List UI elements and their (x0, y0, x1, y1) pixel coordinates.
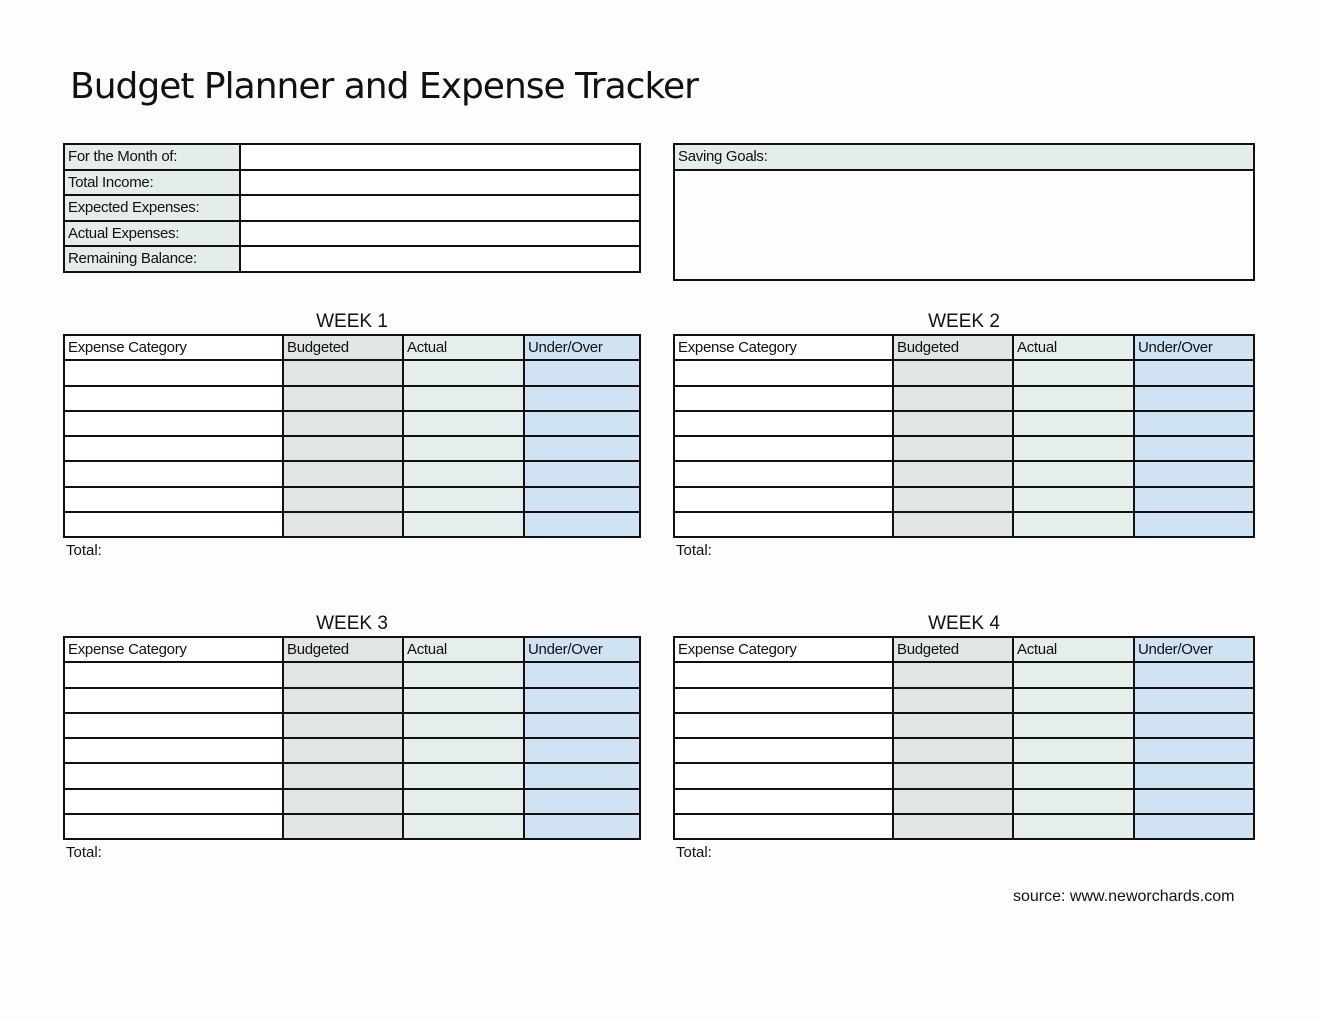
expense-category-cell[interactable] (64, 360, 283, 385)
budgeted-cell[interactable] (893, 662, 1013, 687)
total-label: Total: (66, 844, 102, 862)
under-over-cell[interactable] (524, 688, 640, 713)
table-row (64, 512, 640, 537)
budgeted-cell[interactable] (283, 814, 403, 839)
month-field[interactable] (240, 144, 640, 170)
header-under-over: Under/Over (1134, 335, 1254, 360)
under-over-cell[interactable] (1134, 789, 1254, 814)
actual-cell[interactable] (1013, 512, 1134, 537)
total-income-field[interactable] (240, 170, 640, 196)
header-budgeted: Budgeted (283, 637, 403, 662)
expense-category-cell[interactable] (64, 738, 283, 763)
budgeted-cell[interactable] (283, 411, 403, 436)
table-row (64, 738, 640, 763)
table-row (674, 436, 1254, 461)
remaining-balance-label: Remaining Balance: (64, 246, 240, 272)
budgeted-cell[interactable] (283, 461, 403, 486)
expense-category-cell[interactable] (64, 688, 283, 713)
under-over-cell[interactable] (524, 662, 640, 687)
under-over-cell[interactable] (524, 713, 640, 738)
week-2-table (673, 310, 1255, 559)
expense-category-cell[interactable] (674, 789, 893, 814)
expense-category-cell[interactable] (674, 662, 893, 687)
actual-cell[interactable] (1013, 814, 1134, 839)
budgeted-cell[interactable] (283, 713, 403, 738)
expense-category-cell[interactable] (64, 662, 283, 687)
table-row (64, 461, 640, 486)
under-over-cell[interactable] (524, 763, 640, 788)
header-expense-category: Expense Category (674, 335, 893, 360)
expense-category-cell[interactable] (64, 487, 283, 512)
budgeted-cell[interactable] (893, 411, 1013, 436)
table-row (64, 763, 640, 788)
week-title-text: WEEK 4 (928, 613, 1000, 634)
actual-cell[interactable] (403, 512, 524, 537)
budgeted-cell[interactable] (283, 738, 403, 763)
week-title (63, 310, 641, 334)
expense-category-cell[interactable] (674, 487, 893, 512)
table-row (64, 688, 640, 713)
week-1-table (63, 310, 641, 559)
table-row (64, 487, 640, 512)
under-over-cell[interactable] (1134, 738, 1254, 763)
table-row (64, 662, 640, 687)
expense-category-cell[interactable] (64, 713, 283, 738)
expense-category-cell[interactable] (674, 360, 893, 385)
actual-cell[interactable] (1013, 763, 1134, 788)
table-row (674, 461, 1254, 486)
week-title-text: WEEK 3 (316, 613, 388, 634)
actual-cell[interactable] (403, 763, 524, 788)
header-expense-category: Expense Category (674, 637, 893, 662)
budgeted-cell[interactable] (893, 763, 1013, 788)
header-under-over: Under/Over (1134, 637, 1254, 662)
under-over-cell[interactable] (1134, 713, 1254, 738)
header-actual: Actual (1013, 335, 1134, 360)
week-title (673, 310, 1255, 334)
actual-cell[interactable] (403, 436, 524, 461)
actual-cell[interactable] (1013, 386, 1134, 411)
table-row (674, 738, 1254, 763)
table-row (674, 487, 1254, 512)
under-over-cell[interactable] (1134, 763, 1254, 788)
budgeted-cell[interactable] (283, 512, 403, 537)
expense-category-cell[interactable] (64, 436, 283, 461)
saving-goals-box (673, 143, 1255, 281)
actual-cell[interactable] (1013, 436, 1134, 461)
under-over-cell[interactable] (1134, 688, 1254, 713)
budgeted-cell[interactable] (893, 386, 1013, 411)
expense-category-cell[interactable] (674, 814, 893, 839)
actual-cell[interactable] (1013, 662, 1134, 687)
actual-expenses-label: Actual Expenses: (64, 221, 240, 247)
week-title-text: WEEK 2 (928, 311, 1000, 332)
summary-table (63, 143, 641, 273)
table-row (64, 436, 640, 461)
budgeted-cell[interactable] (893, 814, 1013, 839)
table-row (64, 814, 640, 839)
week-4-table (673, 612, 1255, 861)
month-label: For the Month of: (64, 144, 240, 170)
table-row (64, 386, 640, 411)
budgeted-cell[interactable] (893, 512, 1013, 537)
header-expense-category: Expense Category (64, 637, 283, 662)
under-over-cell[interactable] (524, 386, 640, 411)
expense-category-cell[interactable] (674, 763, 893, 788)
table-row (674, 763, 1254, 788)
under-over-cell[interactable] (524, 487, 640, 512)
under-over-cell[interactable] (1134, 487, 1254, 512)
budgeted-cell[interactable] (283, 688, 403, 713)
under-over-cell[interactable] (524, 814, 640, 839)
expense-category-cell[interactable] (64, 386, 283, 411)
header-actual: Actual (403, 637, 524, 662)
actual-cell[interactable] (1013, 789, 1134, 814)
budgeted-cell[interactable] (893, 436, 1013, 461)
actual-cell[interactable] (1013, 713, 1134, 738)
header-budgeted: Budgeted (893, 637, 1013, 662)
table-row (674, 512, 1254, 537)
actual-cell[interactable] (403, 789, 524, 814)
actual-cell[interactable] (1013, 688, 1134, 713)
expense-category-cell[interactable] (674, 738, 893, 763)
header-actual: Actual (1013, 637, 1134, 662)
saving-goals-label: Saving Goals: (675, 145, 1253, 171)
budgeted-cell[interactable] (283, 386, 403, 411)
actual-cell[interactable] (1013, 461, 1134, 486)
actual-cell[interactable] (403, 360, 524, 385)
header-budgeted: Budgeted (283, 335, 403, 360)
expense-category-cell[interactable] (64, 512, 283, 537)
under-over-cell[interactable] (524, 360, 640, 385)
under-over-cell[interactable] (524, 436, 640, 461)
budgeted-cell[interactable] (893, 713, 1013, 738)
budgeted-cell[interactable] (283, 662, 403, 687)
budgeted-cell[interactable] (283, 487, 403, 512)
actual-cell[interactable] (403, 386, 524, 411)
under-over-cell[interactable] (524, 411, 640, 436)
expected-expenses-field[interactable] (240, 195, 640, 221)
expense-category-cell[interactable] (674, 688, 893, 713)
expense-category-cell[interactable] (64, 814, 283, 839)
expense-category-cell[interactable] (64, 763, 283, 788)
table-row (674, 411, 1254, 436)
total-label: Total: (676, 844, 712, 862)
actual-cell[interactable] (403, 487, 524, 512)
week-3-table (63, 612, 641, 861)
actual-cell[interactable] (1013, 738, 1134, 763)
budgeted-cell[interactable] (893, 688, 1013, 713)
table-row (674, 814, 1254, 839)
budgeted-cell[interactable] (893, 789, 1013, 814)
budgeted-cell[interactable] (893, 461, 1013, 486)
header-under-over: Under/Over (524, 335, 640, 360)
table-row (674, 688, 1254, 713)
under-over-cell[interactable] (1134, 411, 1254, 436)
table-row (674, 713, 1254, 738)
under-over-cell[interactable] (1134, 386, 1254, 411)
budgeted-cell[interactable] (283, 436, 403, 461)
actual-cell[interactable] (403, 688, 524, 713)
table-row (64, 411, 640, 436)
under-over-cell[interactable] (1134, 662, 1254, 687)
expense-category-cell[interactable] (64, 461, 283, 486)
actual-cell[interactable] (1013, 360, 1134, 385)
actual-cell[interactable] (1013, 411, 1134, 436)
table-row (64, 713, 640, 738)
week-title-text: WEEK 1 (316, 311, 388, 332)
under-over-cell[interactable] (1134, 512, 1254, 537)
week-title (673, 612, 1255, 636)
actual-expenses-field[interactable] (240, 221, 640, 247)
under-over-cell[interactable] (1134, 436, 1254, 461)
expense-category-cell[interactable] (674, 512, 893, 537)
header-budgeted: Budgeted (893, 335, 1013, 360)
saving-goals-field[interactable] (675, 171, 1253, 277)
expense-category-cell[interactable] (674, 461, 893, 486)
expense-category-cell[interactable] (674, 436, 893, 461)
expense-category-cell[interactable] (674, 713, 893, 738)
table-row (64, 789, 640, 814)
header-expense-category: Expense Category (64, 335, 283, 360)
table-row (64, 360, 640, 385)
table-row (674, 386, 1254, 411)
actual-cell[interactable] (1013, 487, 1134, 512)
page-title: Budget Planner and Expense Tracker (70, 66, 698, 107)
budgeted-cell[interactable] (283, 789, 403, 814)
budgeted-cell[interactable] (893, 487, 1013, 512)
expense-category-cell[interactable] (674, 386, 893, 411)
total-label: Total: (66, 542, 102, 560)
table-row (674, 662, 1254, 687)
expected-expenses-label: Expected Expenses: (64, 195, 240, 221)
actual-cell[interactable] (403, 411, 524, 436)
table-row (674, 360, 1254, 385)
actual-cell[interactable] (403, 814, 524, 839)
table-row (674, 789, 1254, 814)
under-over-cell[interactable] (524, 461, 640, 486)
expense-category-cell[interactable] (64, 789, 283, 814)
header-actual: Actual (403, 335, 524, 360)
total-label: Total: (676, 542, 712, 560)
budgeted-cell[interactable] (893, 360, 1013, 385)
expense-category-cell[interactable] (64, 411, 283, 436)
expense-category-cell[interactable] (674, 411, 893, 436)
actual-cell[interactable] (403, 713, 524, 738)
under-over-cell[interactable] (524, 789, 640, 814)
under-over-cell[interactable] (1134, 360, 1254, 385)
under-over-cell[interactable] (524, 512, 640, 537)
source-credit: source: www.neworchards.com (1013, 888, 1235, 905)
total-income-label: Total Income: (64, 170, 240, 196)
remaining-balance-field[interactable] (240, 246, 640, 272)
actual-cell[interactable] (403, 738, 524, 763)
under-over-cell[interactable] (1134, 814, 1254, 839)
week-title (63, 612, 641, 636)
actual-cell[interactable] (403, 662, 524, 687)
budgeted-cell[interactable] (283, 763, 403, 788)
actual-cell[interactable] (403, 461, 524, 486)
budgeted-cell[interactable] (893, 738, 1013, 763)
under-over-cell[interactable] (1134, 461, 1254, 486)
budgeted-cell[interactable] (283, 360, 403, 385)
header-under-over: Under/Over (524, 637, 640, 662)
under-over-cell[interactable] (524, 738, 640, 763)
